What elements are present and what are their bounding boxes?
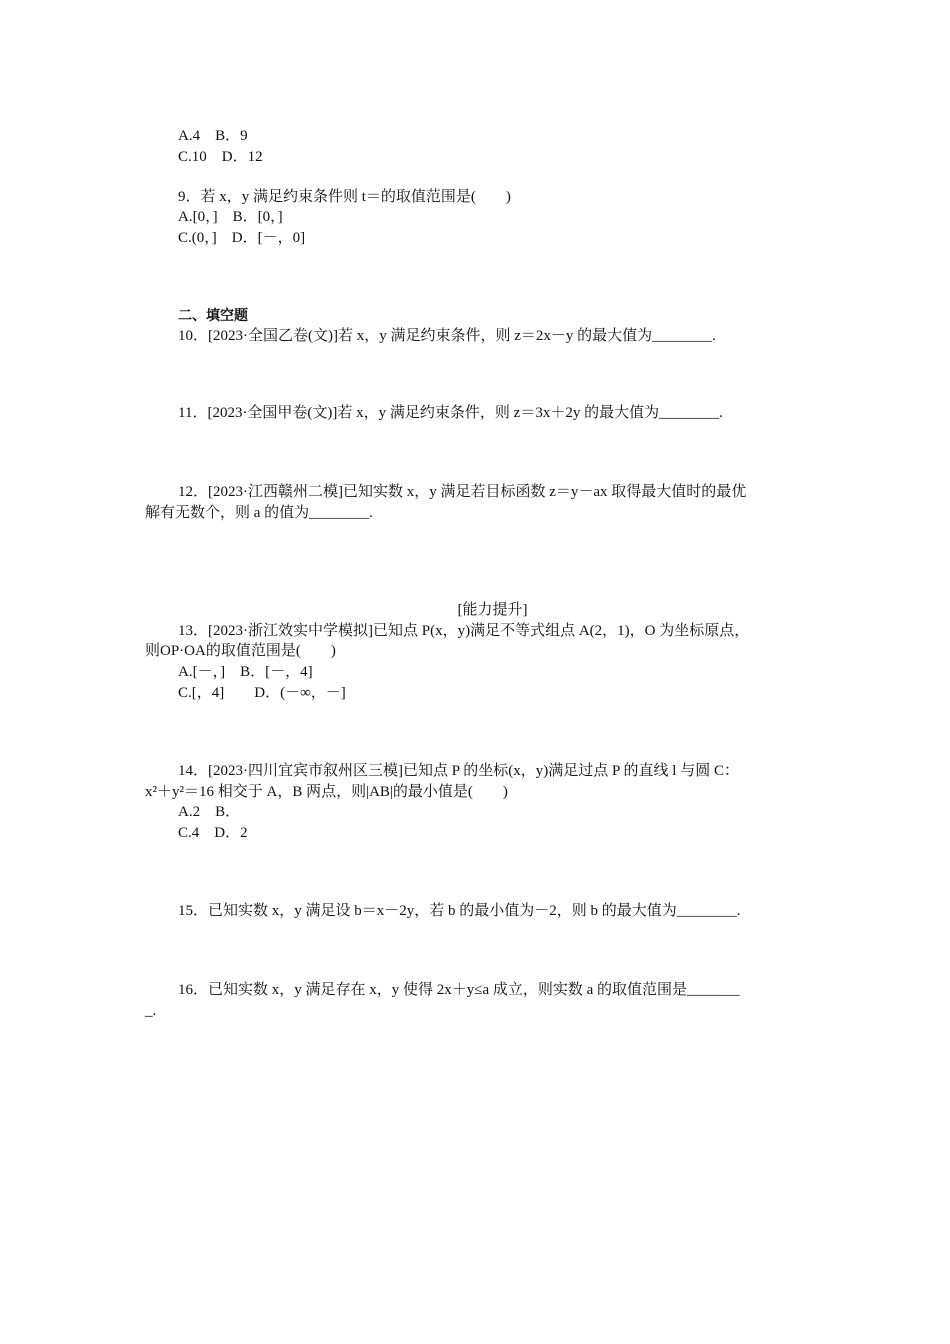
q13-option-ab: A.[－，] B．[－，4]: [178, 664, 313, 680]
q14-option-ab: A.2 B．: [178, 804, 241, 820]
q16-stem-line1: 16．已知实数 x，y 满足存在 x，y 使得 2x＋y≤a 成立，则实数 a 的取值范围是_______: [178, 982, 740, 998]
q12-stem-line2: 解有无数个，则 a 的值为________.: [145, 505, 373, 521]
q8-option-cd: C.10 D．12: [178, 149, 263, 165]
q13-stem-line2: 则OP·OA的取值范围是( ): [145, 643, 336, 659]
q8-option-ab: A.4 B．9: [178, 128, 248, 144]
q10-stem: 10．[2023·全国乙卷(文)]若 x，y 满足约束条件，则 z＝2x－y 的最大值为________.: [178, 328, 716, 344]
q11-stem: 11．[2023·全国甲卷(文)]若 x，y 满足约束条件，则 z＝3x＋2y 的最大值为________.: [178, 405, 723, 421]
q14-option-cd: C.4 D．2: [178, 825, 248, 841]
q14-stem-line2: x²＋y²＝16 相交于 A，B 两点，则|AB|的最小值是( ): [145, 784, 508, 800]
q9-option-cd: C.(0，] D．[－，0]: [178, 230, 306, 246]
q13-stem-line1: 13．[2023·浙江效实中学模拟]已知点 P(x，y)满足不等式组点 A(2，1)，O 为坐标原点，: [178, 623, 750, 639]
q9-stem: 9．若 x，y 满足约束条件则 t＝的取值范围是( ): [178, 189, 511, 205]
section-title-ability: [能力提升]: [457, 602, 528, 618]
q13-option-cd: C.[，4] D．(－∞，－]: [178, 685, 346, 701]
q15-stem: 15．已知实数 x，y 满足设 b＝x－2y，若 b 的最小值为－2，则 b 的最大值为________.: [178, 903, 741, 919]
q16-stem-line2: _.: [145, 1003, 157, 1019]
q12-stem-line1: 12．[2023·江西赣州二模]已知实数 x，y 满足若目标函数 z＝y－ax 取得最大值时的最优: [178, 484, 747, 500]
section-title-fill-in: 二、填空题: [178, 308, 248, 324]
q14-stem-line1: 14．[2023·四川宜宾市叙州区三模]已知点 P 的坐标(x，y)满足过点 P 的直线 l 与圆 C：: [178, 763, 739, 779]
q9-option-ab: A.[0，] B．[0，]: [178, 209, 283, 225]
